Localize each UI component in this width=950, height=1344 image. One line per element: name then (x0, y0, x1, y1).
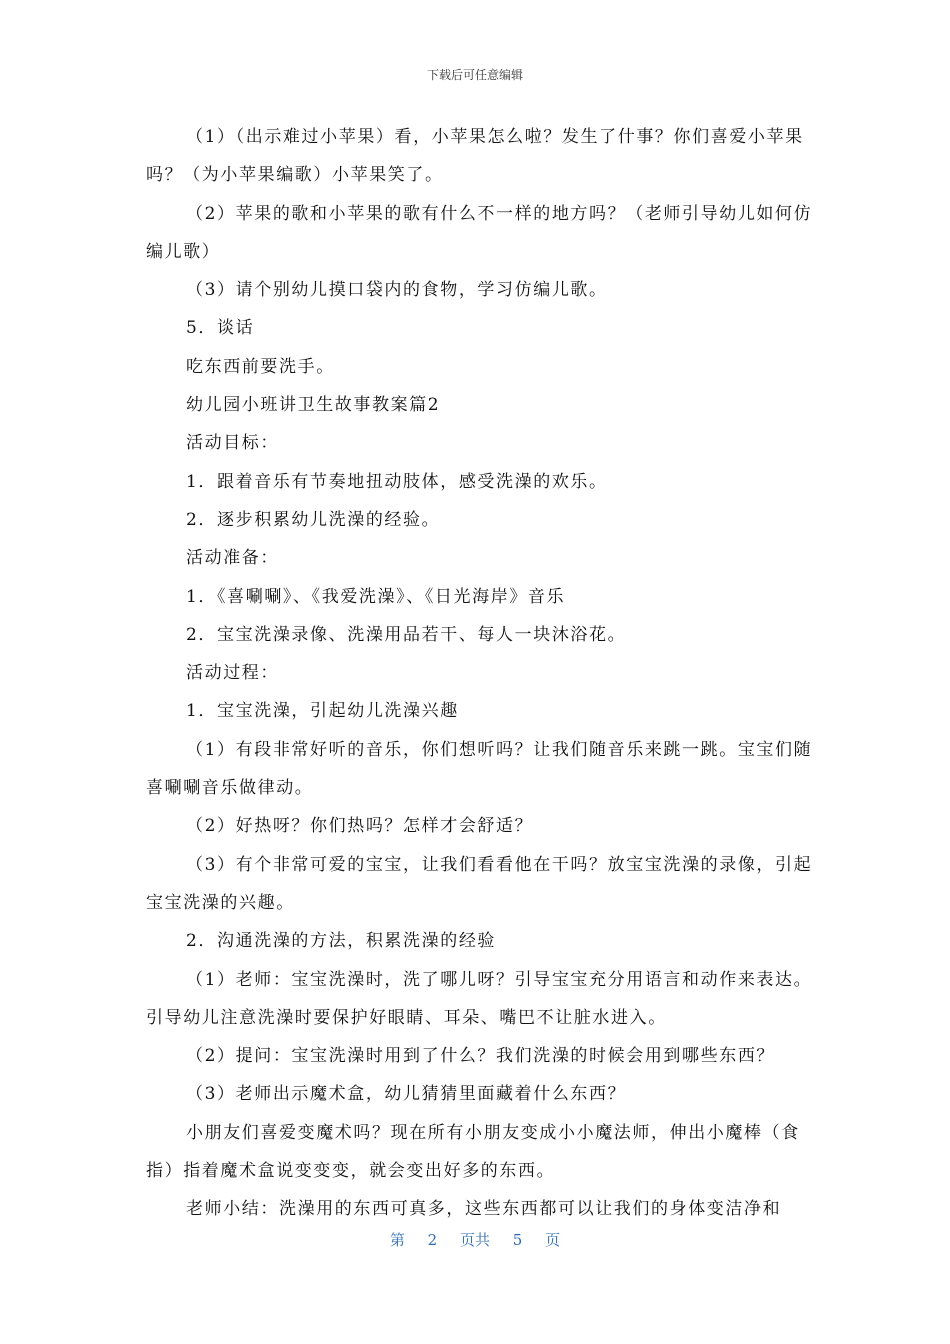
paragraph: 2．沟通洗澡的方法，积累洗澡的经验 (186, 931, 497, 952)
paragraph: （2）苹果的歌和小苹果的歌有什么不一样的地方吗？（老师引导幼儿如何仿编儿歌） (146, 203, 813, 262)
paragraph: 1．跟着音乐有节奏地扭动肢体，感受洗澡的欢乐。 (186, 471, 608, 492)
paragraph: （2）提问：宝宝洗澡时用到了什么？我们洗澡的时候会用到哪些东西？ (186, 1046, 776, 1067)
paragraph: （1）有段非常好听的音乐，你们想听吗？让我们随音乐来跳一跳。宝宝们随喜唰唰音乐做律动。 (146, 739, 813, 799)
paragraph: 1．《喜唰唰》、《我爱洗澡》、《日光海岸》音乐 (186, 586, 566, 607)
paragraph: （3）老师出示魔术盒，幼儿猜猜里面藏着什么东西？ (186, 1084, 627, 1105)
page-footer (0, 1229, 950, 1250)
paragraph: 老师小结：洗澡用的东西可真多，这些东西都可以让我们的身体变洁净和 (186, 1199, 782, 1220)
paragraph: 吃东西前要洗手。 (186, 356, 335, 377)
paragraph: （3）有个非常可爱的宝宝，让我们看看他在干吗？放宝宝洗澡的录像，引起宝宝洗澡的兴趣。 (146, 854, 813, 913)
paragraph: 2．宝宝洗澡录像、洗澡用品若干、每人一块沐浴花。 (186, 624, 627, 645)
paragraph: 活动准备： (186, 548, 279, 569)
paragraph: 5．谈话 (186, 318, 255, 339)
paragraph: （1）（出示难过小苹果）看，小苹果怎么啦？发生了什事？你们喜爱小苹果吗？（为小苹果编歌）小苹果笑了。 (146, 127, 804, 186)
paragraph: 2．逐步积累幼儿洗澡的经验。 (186, 509, 441, 530)
document-body (146, 118, 826, 1229)
footer-current-page: 2 (427, 1231, 438, 1249)
paragraph: 小朋友们喜爱变魔术吗？现在所有小朋友变成小小魔法师，伸出小魔棒（食指）指着魔术盒说变变变，就会变出好多的东西。 (146, 1122, 800, 1182)
paragraph: 活动目标： (186, 433, 279, 454)
paragraph: 1．宝宝洗澡，引起幼儿洗澡兴趣 (186, 701, 459, 722)
paragraph: （2）好热呀？你们热吗？怎样才会舒适？ (186, 816, 534, 837)
section-title: 幼儿园小班讲卫生故事教案篇2 (186, 395, 441, 416)
paragraph: 活动过程： (186, 663, 279, 684)
footer-label-page: 第 (389, 1231, 405, 1249)
paragraph: （1）老师：宝宝洗澡时，洗了哪儿呀？引导宝宝充分用语言和动作来表达。引导幼儿注意洗澡时要保护好眼睛、耳朵、嘴巴不让脏水进入。 (146, 969, 813, 1028)
header-text: 下载后可任意编辑 (426, 68, 523, 82)
footer-label-end: 页 (545, 1231, 561, 1249)
footer-total-pages: 5 (512, 1231, 523, 1249)
footer-label-of: 页共 (459, 1231, 490, 1249)
paragraph: （3）请个别幼儿摸口袋内的食物，学习仿编儿歌。 (186, 280, 608, 301)
page-header (0, 66, 950, 83)
